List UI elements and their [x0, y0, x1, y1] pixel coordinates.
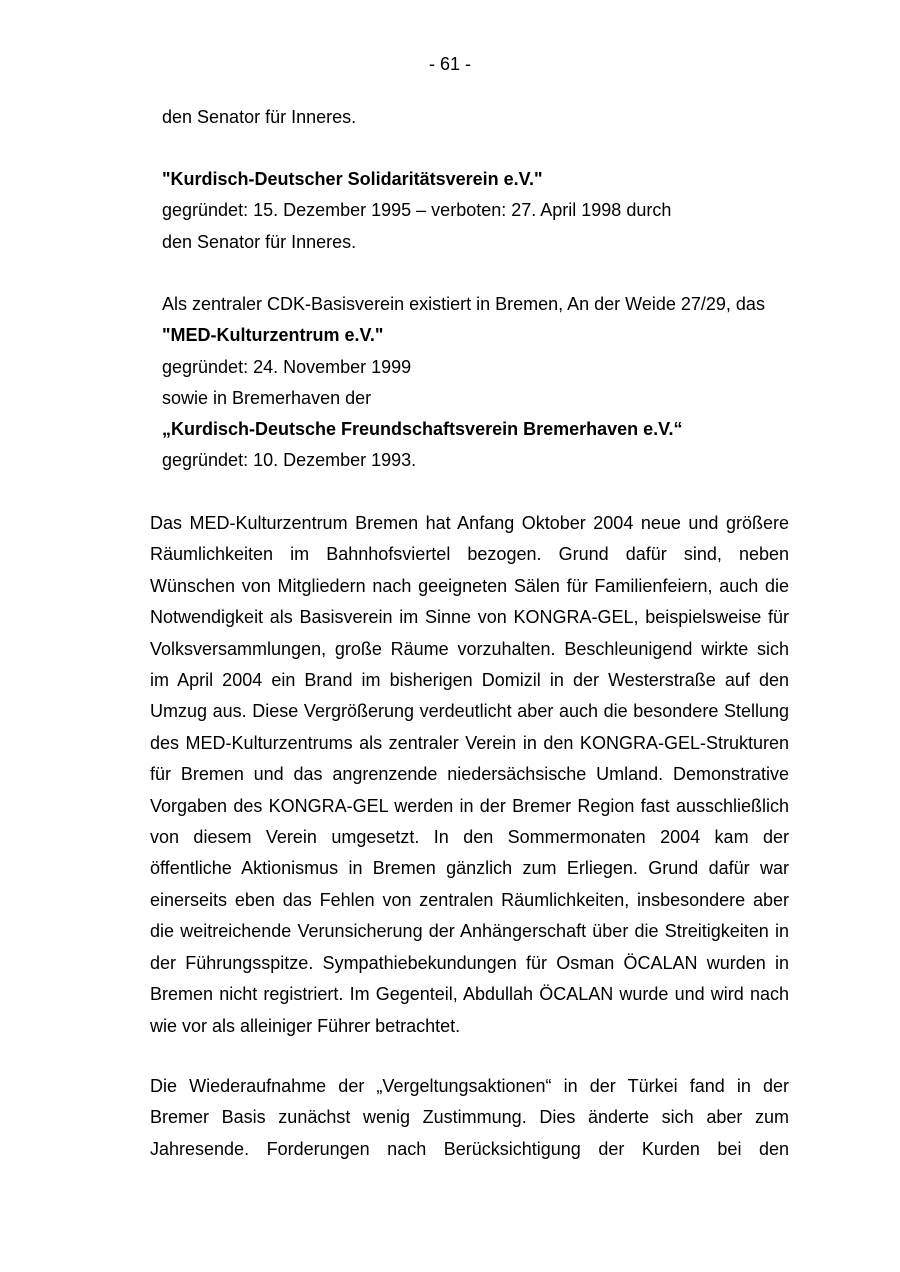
paragraph-line: des MED-Kulturzentrums als zentraler Verein in den KONGRA-GEL-Strukturen	[150, 732, 789, 753]
cdk-intro-line: Als zentraler CDK-Basisverein existiert in Bremen, An der Weide 27/29, das	[162, 294, 765, 314]
association-banned-by: den Senator für Inneres.	[162, 231, 357, 252]
paragraph-line: die weitreichende Verunsicherung der Anhängerschaft über die Streitigkeiten in	[150, 921, 789, 942]
bremerhaven-connector-line: sowie in Bremerhaven der	[162, 387, 372, 408]
paragraph-line: einerseits eben das Fehlen von zentralen Räumlichkeiten, insbesondere aber	[150, 889, 789, 910]
paragraph-line: für Bremen und das angrenzende niedersächsische Umland. Demonstrative	[150, 764, 789, 785]
paragraph-line: öffentliche Aktionismus in Bremen gänzlich zum Erliegen. Grund dafür war	[150, 858, 789, 879]
page-number: - 61 -	[428, 54, 471, 74]
paragraph-line: Vorgaben des KONGRA-GEL werden in der Bremer Region fast ausschließlich	[150, 795, 789, 816]
bremerhaven-founded-line: gegründet: 10. Dezember 1993.	[162, 450, 417, 471]
paragraph-line: Die Wiederaufnahme der „Vergeltungsaktionen“ in der Türkei fand in der	[150, 1076, 789, 1096]
paragraph-line: der Führungsspitze. Sympathiebekundungen für Osman ÖCALAN wurden in	[150, 952, 789, 973]
med-founded-line: gegründet: 24. November 1999	[162, 356, 412, 377]
association-founded-banned: gegründet: 15. Dezember 1995 – verboten: 27. April 1998 durch	[162, 200, 672, 221]
association-title-bremerhaven: „Kurdisch-Deutsche Freundschaftsverein Bremerhaven e.V.“	[162, 419, 683, 440]
association-title-med: "MED-Kulturzentrum e.V."	[162, 325, 384, 346]
senator-continuation-block	[162, 102, 812, 133]
association-title-solidarity: "Kurdisch-Deutscher Solidaritätsverein e.V."	[162, 169, 543, 189]
paragraph-line: Umzug aus. Diese Vergrößerung verdeutlicht aber auch die besondere Stellung	[150, 701, 789, 722]
paragraph-line: Notwendigkeit als Basisverein im Sinne von KONGRA-GEL, beispielsweise für	[150, 607, 789, 628]
paragraph-line: im April 2004 ein Brand im bisherigen Domizil in der Westerstraße auf den	[150, 670, 789, 691]
paragraph-line: Wünschen von Mitgliedern nach geeigneten Sälen für Familienfeiern, auch die	[150, 575, 789, 596]
paragraph-line: Das MED-Kulturzentrum Bremen hat Anfang Oktober 2004 neue und größere	[150, 513, 789, 533]
paragraph-line: von diesem Verein umgesetzt. In den Sommermonaten 2004 kam der	[150, 827, 789, 848]
paragraph-line: Räumlichkeiten im Bahnhofsviertel bezogen. Grund dafür sind, neben	[150, 544, 789, 565]
paragraph-line: wie vor als alleiniger Führer betrachtet.	[150, 1015, 461, 1036]
solidarity-association-block	[162, 164, 812, 258]
senator-line: den Senator für Inneres.	[162, 107, 357, 127]
paragraph-line: Volksversammlungen, große Räume vorzuhalten. Beschleunigend wirkte sich	[150, 638, 789, 659]
paragraph-line: Bremen nicht registriert. Im Gegenteil, Abdullah ÖCALAN wurde und wird nach	[150, 984, 789, 1005]
cdk-base-association-block	[162, 289, 812, 477]
paragraph-line: Bremer Basis zunächst wenig Zustimmung. Dies änderte sich aber zum	[150, 1107, 789, 1128]
paragraph-line: Jahresende. Forderungen nach Berücksichtigung der Kurden bei den	[150, 1138, 789, 1159]
paragraph-med-kulturzentrum	[150, 508, 789, 1042]
paragraph-vergeltungsaktionen	[150, 1071, 789, 1165]
